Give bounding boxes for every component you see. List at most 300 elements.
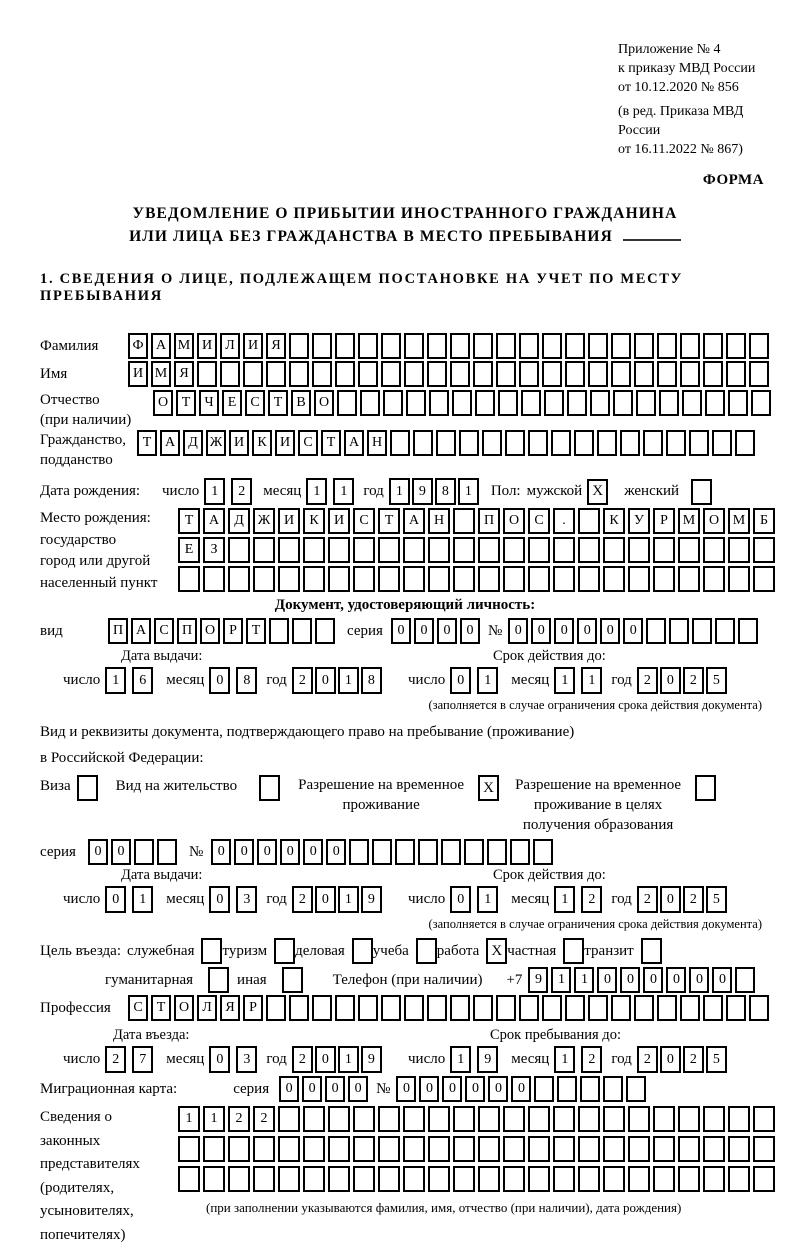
char-cell[interactable] — [464, 839, 484, 865]
char-cell[interactable] — [220, 361, 240, 387]
char-cell[interactable] — [657, 995, 677, 1021]
char-cell[interactable]: П — [108, 618, 128, 644]
char-cell[interactable] — [473, 361, 493, 387]
char-cell[interactable]: Я — [174, 361, 194, 387]
char-cell[interactable]: О — [153, 390, 173, 416]
char-cell[interactable] — [588, 333, 608, 359]
char-cell[interactable]: Т — [176, 390, 196, 416]
char-cell[interactable] — [303, 1106, 325, 1132]
char-cell[interactable] — [634, 361, 654, 387]
char-cell[interactable] — [478, 537, 500, 563]
char-cell[interactable]: И — [275, 430, 295, 456]
char-cell[interactable] — [703, 566, 725, 592]
char-cell[interactable]: 0 — [419, 1076, 439, 1102]
char-cell[interactable]: К — [303, 508, 325, 534]
char-cell[interactable] — [611, 995, 631, 1021]
char-cell[interactable]: Л — [220, 333, 240, 359]
char-cell[interactable] — [628, 537, 650, 563]
char-cell[interactable] — [413, 430, 433, 456]
char-cell[interactable]: 0 — [315, 886, 336, 913]
char-cell[interactable] — [278, 537, 300, 563]
char-cell[interactable]: М — [728, 508, 750, 534]
char-cell[interactable]: 1 — [338, 1046, 359, 1073]
char-cell[interactable] — [643, 430, 663, 456]
char-cell[interactable]: 2 — [253, 1106, 275, 1132]
char-cell[interactable] — [428, 537, 450, 563]
char-cell[interactable] — [628, 1106, 650, 1132]
char-cell[interactable]: С — [154, 618, 174, 644]
char-cell[interactable] — [578, 1166, 600, 1192]
char-cell[interactable]: А — [203, 508, 225, 534]
char-cell[interactable]: 0 — [597, 967, 617, 993]
char-cell[interactable] — [580, 1076, 600, 1102]
char-cell[interactable]: 0 — [660, 886, 681, 913]
char-cell[interactable]: 2 — [105, 1046, 126, 1073]
char-cell[interactable] — [588, 361, 608, 387]
char-cell[interactable]: 8 — [361, 667, 382, 694]
char-cell[interactable] — [588, 995, 608, 1021]
char-cell[interactable]: 0 — [414, 618, 434, 644]
char-cell[interactable] — [749, 361, 769, 387]
char-cell[interactable] — [728, 1106, 750, 1132]
char-cell[interactable] — [303, 1136, 325, 1162]
char-cell[interactable]: С — [528, 508, 550, 534]
char-cell[interactable]: 0 — [315, 667, 336, 694]
char-cell[interactable]: 0 — [660, 1046, 681, 1073]
char-cell[interactable]: Д — [183, 430, 203, 456]
char-cell[interactable] — [628, 1136, 650, 1162]
char-cell[interactable]: 1 — [554, 886, 575, 913]
char-cell[interactable] — [197, 361, 217, 387]
char-cell[interactable] — [628, 566, 650, 592]
char-cell[interactable]: П — [478, 508, 500, 534]
char-cell[interactable]: 0 — [511, 1076, 531, 1102]
char-cell[interactable] — [726, 333, 746, 359]
char-cell[interactable] — [578, 566, 600, 592]
char-cell[interactable] — [315, 618, 335, 644]
char-cell[interactable]: 0 — [315, 1046, 336, 1073]
char-cell[interactable] — [603, 1166, 625, 1192]
char-cell[interactable] — [689, 430, 709, 456]
char-cell[interactable] — [404, 995, 424, 1021]
char-cell[interactable]: 9 — [412, 478, 433, 505]
char-cell[interactable] — [503, 1166, 525, 1192]
char-cell[interactable]: 1 — [450, 1046, 471, 1073]
char-cell[interactable] — [578, 508, 600, 534]
char-cell[interactable] — [669, 618, 689, 644]
char-cell[interactable] — [429, 390, 449, 416]
char-cell[interactable]: У — [628, 508, 650, 534]
residence-permit-checkbox[interactable] — [259, 775, 280, 801]
char-cell[interactable]: О — [314, 390, 334, 416]
char-cell[interactable] — [626, 1076, 646, 1102]
char-cell[interactable]: Т — [246, 618, 266, 644]
char-cell[interactable] — [703, 537, 725, 563]
char-cell[interactable]: Ж — [253, 508, 275, 534]
char-cell[interactable]: О — [174, 995, 194, 1021]
char-cell[interactable]: А — [403, 508, 425, 534]
char-cell[interactable] — [528, 1106, 550, 1132]
char-cell[interactable] — [404, 361, 424, 387]
char-cell[interactable] — [678, 566, 700, 592]
char-cell[interactable] — [453, 1166, 475, 1192]
char-cell[interactable]: Ж — [206, 430, 226, 456]
char-cell[interactable] — [427, 333, 447, 359]
char-cell[interactable] — [378, 1136, 400, 1162]
char-cell[interactable] — [712, 430, 732, 456]
char-cell[interactable]: 2 — [683, 1046, 704, 1073]
char-cell[interactable]: 2 — [292, 1046, 313, 1073]
char-cell[interactable]: А — [131, 618, 151, 644]
char-cell[interactable]: 8 — [236, 667, 257, 694]
char-cell[interactable] — [203, 1136, 225, 1162]
char-cell[interactable] — [353, 537, 375, 563]
char-cell[interactable]: 0 — [442, 1076, 462, 1102]
char-cell[interactable]: 0 — [105, 886, 126, 913]
char-cell[interactable]: К — [252, 430, 272, 456]
char-cell[interactable] — [353, 1166, 375, 1192]
char-cell[interactable]: 3 — [236, 1046, 257, 1073]
char-cell[interactable]: 2 — [231, 478, 252, 505]
char-cell[interactable]: С — [298, 430, 318, 456]
char-cell[interactable] — [735, 967, 755, 993]
char-cell[interactable]: 5 — [706, 1046, 727, 1073]
char-cell[interactable] — [553, 537, 575, 563]
char-cell[interactable] — [478, 566, 500, 592]
char-cell[interactable] — [551, 430, 571, 456]
char-cell[interactable] — [703, 1136, 725, 1162]
char-cell[interactable] — [603, 1106, 625, 1132]
char-cell[interactable] — [528, 1136, 550, 1162]
char-cell[interactable]: Т — [178, 508, 200, 534]
char-cell[interactable] — [726, 995, 746, 1021]
char-cell[interactable] — [337, 390, 357, 416]
char-cell[interactable] — [657, 361, 677, 387]
char-cell[interactable]: 0 — [437, 618, 457, 644]
char-cell[interactable] — [328, 1136, 350, 1162]
char-cell[interactable] — [278, 1106, 300, 1132]
char-cell[interactable] — [753, 1136, 775, 1162]
char-cell[interactable]: 1 — [306, 478, 327, 505]
char-cell[interactable]: 1 — [203, 1106, 225, 1132]
char-cell[interactable] — [749, 333, 769, 359]
char-cell[interactable]: Н — [367, 430, 387, 456]
char-cell[interactable]: 0 — [326, 839, 346, 865]
char-cell[interactable]: 0 — [666, 967, 686, 993]
char-cell[interactable] — [178, 1166, 200, 1192]
char-cell[interactable]: 1 — [178, 1106, 200, 1132]
char-cell[interactable] — [597, 430, 617, 456]
char-cell[interactable] — [360, 390, 380, 416]
char-cell[interactable]: 0 — [279, 1076, 299, 1102]
char-cell[interactable]: 0 — [508, 618, 528, 644]
char-cell[interactable] — [680, 361, 700, 387]
char-cell[interactable]: Т — [378, 508, 400, 534]
char-cell[interactable] — [381, 995, 401, 1021]
char-cell[interactable] — [289, 333, 309, 359]
char-cell[interactable]: 0 — [396, 1076, 416, 1102]
char-cell[interactable]: 0 — [348, 1076, 368, 1102]
char-cell[interactable] — [292, 618, 312, 644]
char-cell[interactable] — [678, 537, 700, 563]
char-cell[interactable] — [453, 1136, 475, 1162]
char-cell[interactable] — [682, 390, 702, 416]
char-cell[interactable] — [403, 1166, 425, 1192]
char-cell[interactable] — [726, 361, 746, 387]
char-cell[interactable]: 2 — [637, 886, 658, 913]
char-cell[interactable] — [503, 1106, 525, 1132]
char-cell[interactable] — [436, 430, 456, 456]
char-cell[interactable] — [753, 1106, 775, 1132]
char-cell[interactable]: 2 — [683, 886, 704, 913]
char-cell[interactable] — [403, 537, 425, 563]
char-cell[interactable]: 1 — [132, 886, 153, 913]
char-cell[interactable] — [728, 390, 748, 416]
char-cell[interactable]: А — [160, 430, 180, 456]
char-cell[interactable] — [519, 361, 539, 387]
char-cell[interactable] — [378, 1106, 400, 1132]
char-cell[interactable]: 0 — [620, 967, 640, 993]
char-cell[interactable] — [335, 361, 355, 387]
char-cell[interactable] — [428, 1166, 450, 1192]
char-cell[interactable] — [328, 537, 350, 563]
char-cell[interactable] — [533, 839, 553, 865]
char-cell[interactable] — [574, 430, 594, 456]
char-cell[interactable] — [228, 1136, 250, 1162]
char-cell[interactable] — [496, 333, 516, 359]
char-cell[interactable] — [728, 537, 750, 563]
char-cell[interactable] — [636, 390, 656, 416]
sex-male-checkbox[interactable]: X — [587, 479, 608, 505]
char-cell[interactable]: . — [553, 508, 575, 534]
char-cell[interactable]: 3 — [236, 886, 257, 913]
char-cell[interactable] — [565, 333, 585, 359]
char-cell[interactable] — [473, 333, 493, 359]
char-cell[interactable] — [403, 566, 425, 592]
char-cell[interactable]: 0 — [554, 618, 574, 644]
char-cell[interactable]: Т — [268, 390, 288, 416]
char-cell[interactable] — [395, 839, 415, 865]
char-cell[interactable] — [565, 361, 585, 387]
char-cell[interactable]: 0 — [450, 886, 471, 913]
char-cell[interactable] — [753, 1166, 775, 1192]
char-cell[interactable]: 0 — [450, 667, 471, 694]
char-cell[interactable]: 2 — [581, 886, 602, 913]
char-cell[interactable] — [453, 566, 475, 592]
char-cell[interactable] — [603, 1136, 625, 1162]
char-cell[interactable] — [735, 430, 755, 456]
char-cell[interactable] — [544, 390, 564, 416]
char-cell[interactable] — [703, 1166, 725, 1192]
char-cell[interactable] — [521, 390, 541, 416]
char-cell[interactable] — [381, 333, 401, 359]
char-cell[interactable] — [753, 566, 775, 592]
char-cell[interactable] — [498, 390, 518, 416]
char-cell[interactable] — [542, 333, 562, 359]
char-cell[interactable] — [519, 995, 539, 1021]
char-cell[interactable] — [253, 537, 275, 563]
char-cell[interactable] — [312, 361, 332, 387]
char-cell[interactable] — [475, 390, 495, 416]
char-cell[interactable] — [303, 1166, 325, 1192]
char-cell[interactable] — [378, 1166, 400, 1192]
char-cell[interactable]: И — [278, 508, 300, 534]
char-cell[interactable] — [628, 1166, 650, 1192]
char-cell[interactable]: Е — [222, 390, 242, 416]
char-cell[interactable]: 0 — [600, 618, 620, 644]
char-cell[interactable]: В — [291, 390, 311, 416]
char-cell[interactable]: 0 — [211, 839, 231, 865]
char-cell[interactable] — [453, 508, 475, 534]
char-cell[interactable]: 0 — [88, 839, 108, 865]
char-cell[interactable] — [705, 390, 725, 416]
char-cell[interactable] — [553, 1166, 575, 1192]
purpose-study-checkbox[interactable] — [416, 938, 437, 964]
char-cell[interactable] — [738, 618, 758, 644]
char-cell[interactable] — [353, 566, 375, 592]
char-cell[interactable]: Ч — [199, 390, 219, 416]
char-cell[interactable] — [653, 566, 675, 592]
char-cell[interactable]: М — [678, 508, 700, 534]
char-cell[interactable] — [703, 995, 723, 1021]
char-cell[interactable]: Т — [321, 430, 341, 456]
char-cell[interactable] — [578, 1136, 600, 1162]
char-cell[interactable] — [353, 1106, 375, 1132]
char-cell[interactable] — [611, 361, 631, 387]
char-cell[interactable]: 1 — [333, 478, 354, 505]
char-cell[interactable] — [578, 1106, 600, 1132]
char-cell[interactable] — [253, 566, 275, 592]
char-cell[interactable]: 0 — [111, 839, 131, 865]
char-cell[interactable]: Я — [220, 995, 240, 1021]
char-cell[interactable] — [358, 995, 378, 1021]
char-cell[interactable] — [505, 430, 525, 456]
char-cell[interactable]: 9 — [477, 1046, 498, 1073]
char-cell[interactable] — [657, 333, 677, 359]
char-cell[interactable]: Т — [151, 995, 171, 1021]
char-cell[interactable]: 9 — [528, 967, 548, 993]
char-cell[interactable]: 6 — [132, 667, 153, 694]
char-cell[interactable] — [503, 1136, 525, 1162]
char-cell[interactable]: 0 — [531, 618, 551, 644]
char-cell[interactable]: 0 — [460, 618, 480, 644]
char-cell[interactable] — [335, 333, 355, 359]
char-cell[interactable] — [289, 361, 309, 387]
purpose-private-checkbox[interactable] — [563, 938, 584, 964]
char-cell[interactable] — [646, 618, 666, 644]
char-cell[interactable]: И — [197, 333, 217, 359]
char-cell[interactable] — [253, 1136, 275, 1162]
char-cell[interactable] — [715, 618, 735, 644]
char-cell[interactable] — [378, 566, 400, 592]
char-cell[interactable] — [289, 995, 309, 1021]
char-cell[interactable]: А — [344, 430, 364, 456]
char-cell[interactable] — [611, 333, 631, 359]
char-cell[interactable]: 9 — [361, 1046, 382, 1073]
char-cell[interactable] — [703, 333, 723, 359]
char-cell[interactable]: 0 — [712, 967, 732, 993]
char-cell[interactable] — [157, 839, 177, 865]
char-cell[interactable] — [728, 1166, 750, 1192]
char-cell[interactable]: 2 — [292, 667, 313, 694]
char-cell[interactable]: 2 — [581, 1046, 602, 1073]
char-cell[interactable] — [478, 1136, 500, 1162]
char-cell[interactable] — [478, 1166, 500, 1192]
char-cell[interactable] — [358, 333, 378, 359]
char-cell[interactable] — [578, 537, 600, 563]
char-cell[interactable] — [266, 361, 286, 387]
char-cell[interactable]: 0 — [257, 839, 277, 865]
char-cell[interactable] — [253, 1166, 275, 1192]
char-cell[interactable] — [328, 1106, 350, 1132]
char-cell[interactable] — [328, 1166, 350, 1192]
char-cell[interactable] — [528, 566, 550, 592]
char-cell[interactable]: С — [128, 995, 148, 1021]
char-cell[interactable] — [403, 1106, 425, 1132]
char-cell[interactable] — [728, 566, 750, 592]
char-cell[interactable]: Р — [223, 618, 243, 644]
char-cell[interactable]: 5 — [706, 667, 727, 694]
char-cell[interactable] — [680, 995, 700, 1021]
char-cell[interactable]: П — [177, 618, 197, 644]
char-cell[interactable] — [510, 839, 530, 865]
char-cell[interactable] — [473, 995, 493, 1021]
char-cell[interactable]: И — [328, 508, 350, 534]
char-cell[interactable] — [659, 390, 679, 416]
char-cell[interactable] — [303, 566, 325, 592]
char-cell[interactable] — [381, 361, 401, 387]
char-cell[interactable] — [542, 361, 562, 387]
char-cell[interactable] — [749, 995, 769, 1021]
char-cell[interactable]: 0 — [577, 618, 597, 644]
char-cell[interactable] — [553, 1136, 575, 1162]
char-cell[interactable] — [620, 430, 640, 456]
char-cell[interactable] — [603, 1076, 623, 1102]
char-cell[interactable]: 1 — [551, 967, 571, 993]
char-cell[interactable] — [269, 618, 289, 644]
char-cell[interactable] — [678, 1166, 700, 1192]
char-cell[interactable] — [266, 995, 286, 1021]
purpose-other-checkbox[interactable] — [282, 967, 303, 993]
char-cell[interactable]: Р — [653, 508, 675, 534]
char-cell[interactable] — [680, 333, 700, 359]
char-cell[interactable] — [482, 430, 502, 456]
char-cell[interactable] — [728, 1136, 750, 1162]
char-cell[interactable]: 0 — [643, 967, 663, 993]
char-cell[interactable] — [450, 995, 470, 1021]
char-cell[interactable] — [428, 1106, 450, 1132]
char-cell[interactable] — [653, 537, 675, 563]
char-cell[interactable]: 1 — [389, 478, 410, 505]
char-cell[interactable] — [228, 537, 250, 563]
char-cell[interactable]: И — [229, 430, 249, 456]
char-cell[interactable]: 0 — [302, 1076, 322, 1102]
char-cell[interactable] — [178, 1136, 200, 1162]
char-cell[interactable] — [450, 333, 470, 359]
purpose-business-checkbox[interactable] — [352, 938, 373, 964]
visa-checkbox[interactable] — [77, 775, 98, 801]
char-cell[interactable] — [542, 995, 562, 1021]
char-cell[interactable] — [335, 995, 355, 1021]
char-cell[interactable]: 0 — [623, 618, 643, 644]
char-cell[interactable] — [553, 1106, 575, 1132]
char-cell[interactable] — [503, 537, 525, 563]
char-cell[interactable] — [459, 430, 479, 456]
char-cell[interactable] — [278, 1136, 300, 1162]
char-cell[interactable] — [312, 333, 332, 359]
char-cell[interactable]: Д — [228, 508, 250, 534]
char-cell[interactable] — [678, 1106, 700, 1132]
